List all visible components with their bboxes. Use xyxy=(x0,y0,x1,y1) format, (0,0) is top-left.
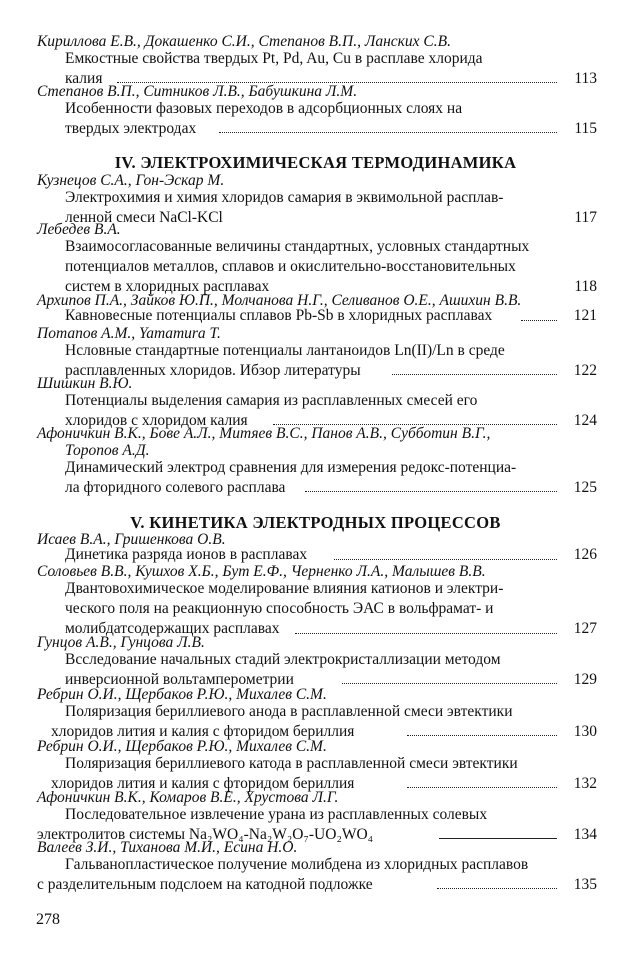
entry-authors: Архипов П.А., Зайков Ю.П., Молчанова Н.Г., Селиванов О.Е., Ашихин В.В. xyxy=(37,292,522,309)
entry-title xyxy=(37,579,597,639)
title-line: Взаимосогласованные величины стандартных, условных стандартных xyxy=(65,238,530,255)
folio-page-number: 278 xyxy=(36,911,60,928)
dot-leader xyxy=(342,683,557,684)
entry-title xyxy=(37,754,597,794)
page-number: 134 xyxy=(573,826,597,843)
entry-authors: Кириллова Е.В., Докашенко С.И., Степанов В.П., Ланских С.В. xyxy=(37,33,451,50)
dot-leader xyxy=(407,787,557,788)
title-line: Нсловные стандартные потенциалы лантаноидов Ln(II)/Ln в среде xyxy=(65,342,505,359)
page-number: 113 xyxy=(574,70,597,87)
title-line: калия xyxy=(65,70,103,87)
title-line: Гальванопластическое получение молибдена из хлоридных расплавов xyxy=(65,856,529,873)
title-line: хлоридов лития и калия с фторидом бериллия xyxy=(51,775,355,792)
title-line: молибдатсодержащих расплавах xyxy=(65,620,280,637)
section-heading: V. КИНЕТИКА ЭЛЕКТРОДНЫХ ПРОЦЕССОВ xyxy=(130,513,501,532)
dot-leader xyxy=(407,735,557,736)
entry-title xyxy=(37,545,597,565)
title-line: Двантовохимическое моделирование влияния катионов и электри- xyxy=(65,580,504,597)
dot-leader xyxy=(305,491,557,492)
page-number: 132 xyxy=(573,775,597,792)
entry-title xyxy=(37,702,597,742)
title-line: Поляризация бериллиевого катода в расплавленной смеси эвтектики xyxy=(65,755,518,772)
title-line: электролитов системы Na₂WO₄-Na₂W₂O₇-UO₂WO₄ xyxy=(37,826,374,843)
entry-title xyxy=(37,306,597,326)
entry-authors: Кузнецов С.А., Гон-Эскар М. xyxy=(37,172,225,189)
title-line: систем в хлоридных расплавах xyxy=(65,278,270,295)
title-line: инверсионной вольтамперометрии xyxy=(65,671,294,688)
entry-authors: Соловьев В.В., Кушхов Х.Б., Бут Е.Ф., Черненко Л.А., Малышев В.В. xyxy=(37,563,486,580)
entry-authors: Ребрин О.И., Щербаков Р.Ю., Михалев С.М. xyxy=(37,686,327,703)
title-line: хлоридов лития и калия с фторидом бериллия xyxy=(51,723,355,740)
title-line: Исобенности фазовых переходов в адсорбционных слоях на xyxy=(65,100,463,117)
title-line: ла фторидного солевого расплава xyxy=(65,479,286,496)
entry-authors: Афоничкин В.К., Комаров В.Е., Хрустова Л.Г. xyxy=(37,789,339,806)
title-line: ческого поля на реакционную способность ЭАС в вольфрамат- и xyxy=(65,600,494,617)
dot-leader xyxy=(437,888,557,889)
page-number: 125 xyxy=(573,479,597,496)
title-line: Поляризация бериллиевого анода в расплавленной смеси эвтектики xyxy=(65,703,513,720)
title-line: расплавленных хлоридов. Ибзор литературы xyxy=(65,362,361,379)
page-number: 122 xyxy=(573,362,597,379)
title-line: ленной смеси NaCl-KCl xyxy=(65,209,223,226)
title-line: хлоридов с хлоридом калия xyxy=(65,412,248,429)
title-line: с разделительным подслоем на катодной подложке xyxy=(37,876,373,893)
title-line: Электрохимия и химия хлоридов самария в эквимольной расплав- xyxy=(65,189,504,206)
title-line: потенциалов металлов, сплавов и окислительно-восстановительных xyxy=(65,258,516,275)
title-line: Кавновесные потенциалы сплавов Pb-Sb в хлоридных расплавах xyxy=(65,307,493,324)
dot-leader xyxy=(521,320,557,321)
page-number: 126 xyxy=(573,546,597,563)
page-number: 129 xyxy=(573,671,597,688)
title-line: Динетика разряда ионов в расплавах xyxy=(65,546,308,563)
page-number: 115 xyxy=(574,120,597,137)
dot-leader xyxy=(334,559,557,560)
entry-authors: Лебедев В.А. xyxy=(37,221,121,238)
page-number: 117 xyxy=(574,209,597,226)
page-number: 124 xyxy=(573,412,597,429)
entry-authors: Афоничкин В.К., Бове А.Л., Митяев В.С., Панов А.В., Субботин В.Г., xyxy=(37,425,491,442)
dot-leader xyxy=(219,132,557,133)
page-number: 118 xyxy=(574,278,597,295)
entry-title xyxy=(37,650,597,690)
title-line: Динамический электрод сравнения для измерения редокс-потенциа- xyxy=(65,459,517,476)
entry-authors: Потапов А.М., Yamamura T. xyxy=(37,325,221,342)
entry-title xyxy=(37,458,597,498)
entry-title xyxy=(37,237,597,297)
entry-title xyxy=(37,99,597,139)
section-heading: IV. ЭЛЕКТРОХИМИЧЕСКАЯ ТЕРМОДИНАМИКА xyxy=(114,153,517,172)
page-number: 130 xyxy=(573,723,597,740)
entry-authors: Исаев В.А., Гришенкова О.В. xyxy=(37,531,226,548)
entry-authors: Ребрин О.И., Щербаков Р.Ю., Михалев С.М. xyxy=(37,738,327,755)
entry-title xyxy=(37,855,597,895)
title-line: Всследование начальных стадий электрокристаллизации методом xyxy=(65,651,501,668)
entry-authors: Валеев З.И., Тиханова М.И., Есина Н.О. xyxy=(37,839,298,856)
title-line: Последовательное извлечение урана из расплавленных солевых xyxy=(65,806,488,823)
page-number: 121 xyxy=(573,307,597,324)
entry-authors: Степанов В.П., Ситников Л.В., Бабушкина Л.М. xyxy=(37,83,358,100)
title-line: Потенциалы выделения самария из расплавленных смесей его xyxy=(65,392,478,409)
title-line: Емкостные свойства твердых Pt, Pd, Au, Cu в расплаве хлорида xyxy=(65,50,483,67)
entry-authors-continued: Торопов А.Д. xyxy=(65,442,150,459)
page-number: 127 xyxy=(573,620,597,637)
entry-authors: Шишкин В.Ю. xyxy=(37,375,133,392)
title-line: твердых электродах xyxy=(65,120,197,137)
page-number: 135 xyxy=(573,876,597,893)
entry-authors: Гунцов А.В., Гунцова Л.В. xyxy=(37,634,205,651)
